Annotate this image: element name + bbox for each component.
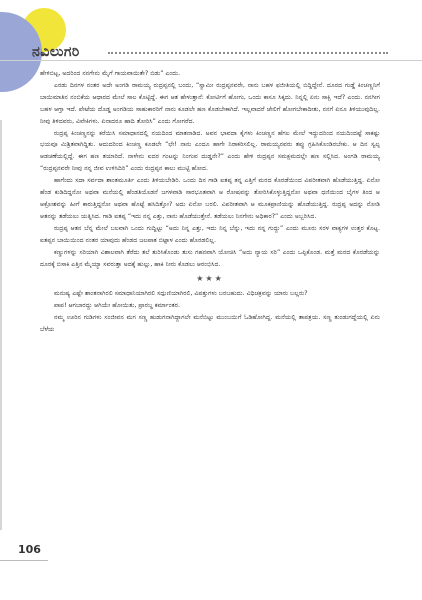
left-margin-bar [0, 120, 2, 530]
paragraph: ಹಾಗೆಂದು ಸದಾ ಸರ್ವದಾ ಶಾಂತಮೂರ್ತಿ ಎಂದು ತಿಳಿಯಬೇಡಿರಿ. ಒಂದು ದಿನ ಗಾಡಿ ಐತಪ್ಪ ತನ್ನ ಎತ್ತಿಗೆ ಮರದ ಕೊರಡೆಯಿಂದ ವಿಪರೀತವಾಗಿ ಹೊಡೆಯುತ್ತಿದ್ದ. ಏನೋ ಹೆಂಡ ಕುಡಿದಿದ್ದನೋ ಅಥವಾ ಮನೆಯಲ್ಲಿ ಹೆಂಡತಿಯೊಡನೆ ಜಗಳವಾಡಿ ಸಾರಭೂತವಾಗಿ ಆ ರೋಷವನ್ನು ತೋರಿಸಿಕೊಳ್ಳುತ್ತಿದ್ದನೋ ಅಥವಾ ಧಣಿಯಿಂದ ಬೈಗಳ ತಿಂದ ಆ ಆಕ್ರೋಶವನ್ನು ಹೀಗೆ ಕಾರುತ್ತಿದ್ದನೋ ಅಥವಾ ಹೊಟ್ಟೆ ಹಸಿದಿತ್ತೋ? ಅದು ಏನೋ ಬರಲಿ. ವಿಪರೀತವಾಗಿ ಆ ಮೂಕಪ್ರಾಣಿಯನ್ನು ಹೊಡೆಯುತ್ತಿದ್ದ. ರುದ್ರಪ್ಪ ಅದನ್ನು ನೋಡಿ ಆತನನ್ನು ತಡೆಯಲು ಯತ್ನಿಸಿದ. ಗಾಡಿ ಐತಪ್ಪ “ಇದು ನನ್ನ ಎತ್ತು, ನಾನು ಹೊಡೆಯುತ್ತೇನೆ. ತಡೆಯಲು ನಿನಗೇನು ಅಧಿಕಾರ?” ಎಂದು ಅಬ್ಬರಿಸಿದ. [40, 177, 380, 220]
section-title: ನವಿಲುಗರಿ [32, 44, 80, 60]
paragraph: ರುದ್ರಪ್ಪ ಆತನ ಬೆನ್ನ ಮೇಲೆ ಬಲವಾಗಿ ಒಂದು ಗುದ್ದಿಟ್ಟು “ಅದು ನಿನ್ನ ಎತ್ತು, ಇದು ನಿನ್ನ ಬೆನ್ನು, ಇದು ನನ್ನ ಗುದ್ದು” ಎಂದು ಮೂರು ಸರಳ ವಾಕ್ಯಗಳ ಉತ್ತರ ಕೊಟ್ಟ. ಐತಪ್ಪನ ಬಾಯಿಯಿಂದ ನಂತರ ಯಾವುದು ಹೆಂಡದ ಜಲಪಾತ ಬಿಟ್ಟಾಳ ಎಂದು ಹೊರಡಲಿಲ್ಲ. [40, 224, 380, 244]
page-number: 106 [18, 543, 41, 556]
paragraph: ಕಣ್ಣುಗಳನ್ನು ಸರಿಯಾಗಿ ವಿಶಾಲವಾಗಿ ತೆರೆದು ತಲೆ ತುರಿಸಿಕೊಂಡು ತುಸು ಗಹನವಾಗಿ ಯೋಚಿಸಿ “ಅದು ನ್ಯಾಯ ಸರಿ” ಎಂದು ಒಪ್ಪಿಕೊಂಡ. ಮತ್ತೆ ಮರದ ಕೊರಡೆಯನ್ನು ದೂರಕ್ಕೆ ಬಿಸಾಕಿ ಎತ್ತಿನ ಮೈಯ್ಯಾ ಸವರುತ್ತಾ ಅದಕ್ಕೆ ಹುಲ್ಲು, ಹಾಕಿ ನೀರು ಕೊಡಲು ಆರಂಭಿಸಿದ. [40, 248, 380, 268]
paragraph: ಪಾಪ! ಆಗಬಾರದ್ದು ಆಗಿಯೇ ಹೋಯಿತು, ಪ್ರಾರಬ್ಧ ಕರ್ಮಾಂತರ. [54, 302, 181, 310]
paragraph: ಮನುಷ್ಯ ಎಷ್ಟೇ ಶಾಂತನಾಗಿರಲಿ ಸಮಾಧಾನಿಯಾಗಿರಲಿ ಸದ್ಗುಣಿಯಾಗಿರಲಿ, ವಿಪತ್ತುಗಳು ಬರಬಹುದು. ವಿಧಿಚಕ್ರವನ್ನು ಯಾರು ಬಲ್ಲರು? [54, 290, 308, 298]
header-dotted-line [108, 52, 388, 54]
paragraph: ಎರಡು ದಿನಗಳ ನಂತರ ಅದೇ ಅಂಗಡಿ ರಾಮಯ್ಯ ರುದ್ರಪ್ಪನಲ್ಲಿ ಬಂದು, “ಸ್ವಾಮೀ ರುದ್ರಪ್ಪನವರೇ, ನಾನು ಬಹಳ ಫಜೀತಿಯಲ್ಲಿ ಬಿದ್ದಿದ್ದೇನೆ. ದೂರದ ಗುಡ್ಡೆ ಕಿಂಚಣ್ಣನಿಗೆ ಬಾಯಿಮಾತಿನ ನಂಬಿಕೆಯ ಆಧಾರದ ಮೇಲೆ ಸಾಲ ಕೊಟ್ಟಿದ್ದೆ. ಈಗ ಆತ ಹೇಳುತ್ತಾನೆ: ಕೋರ್ಟಿಗೆ ಹೋಗು, ಒಂದು ಕಾಸೂ ಸಿಕ್ಕದು. ನಿನ್ನಲ್ಲಿ ಏನು ಸಾಕ್ಷಿ ಇದೆ? ಎಂದು. ನನಗೀಗ ಬಹಳ ಆಗ್ತಾ ಇದೆ. ಪೇಟೆಯ ದೊಡ್ಡ ಅಂಗಡಿಯ ಸಾಹುಕಾರರಿಗೆ ನಾನು ಕೂಡಲೇ ಹಣ ಕೊಡಬೇಕಾಗಿದೆ. ಇಲ್ಲವಾದರೆ ಜೇಲಿಗೆ ಹೋಗಬೇಕಾದೀತು, ನನಗೆ ಏನೂ ತಿಳಿಯುವುದಿಲ್ಲ. ನೀವು ತಿಳಿದವರು, ವಿವೇಕಿಗಳು. ಏನಾದರೂ ಹಾದಿ ತೋರಿಸಿ” ಎಂದು ಗೋಗರೆದ. [40, 81, 380, 125]
paragraph: ಹೇಳಿಬಿಟ್ಟ, ಅದರಿಂದ ನನಗೇನು ಮೈಗೆ ಗಾಯವಾಯಿತೇ? ಬಿಡು” ಎಂದು. [40, 70, 181, 77]
body-text [40, 68, 380, 336]
section-separator: ★★★ [196, 274, 224, 284]
page-number-rule [0, 560, 48, 561]
paragraph: ನಮ್ಮ ಊರಿನ ಗುಡಿಗಳು ಸಂಜೀವನ ಮಗ ಸಣ್ಣ ಹುಡುಗನಾಗಿದ್ದಾಗಲೇ ಮನೆಬಿಟ್ಟು ಮುಂಬಯಿಗೆ ಓಡಿಹೋಗಿದ್ದ. ಮನೆಯಲ್ಲಿ ತಾಪತ್ರಯ. ಸಣ್ಣ ತುಂಡುಗದ್ದೆಯಲ್ಲಿ ಏನು ಬೆಳೆಯ [40, 314, 380, 334]
header-rule [0, 60, 422, 61]
paragraph: ರುದ್ರಪ್ಪ ಕಿಂಚಣ್ಣನನ್ನು ಕರೆಯಿಸಿ ಸಮಾಧಾನದಲ್ಲಿ ನಯದಿಂದ ಮಾತನಾಡಿದ. ಅವನ ಭಾವದಾ ಕೈಗಳು ಕಿಂಚಣ್ಣನ ಹೆಗಲ ಮೇಲೆ ಇದ್ದುದರಿಂದ ನಯದಿಂದಷ್ಟೆ ಸಾಕಷ್ಟು ಭಯವೂ ಮಿಶ್ರಿತವಾಗಿದ್ದಿತು. ಆದುದರಿಂದ ಕಿಂಚಣ್ಣ ಕೂಡಲೇ “ಛೇ! ನಾನು ಎಂದೂ ಹಾಗೇ ನಿರಾಕರಿಸಲಿಲ್ಲ. ರಾಮಯ್ಯನವರು ತಪ್ಪು ಗ್ರಹಿಸಿಕೊಂಡಿರಬೇಕು. ಆ ದಿನ ಸ್ವಲ್ಪ ಆಡಚಣೆಯಲ್ಲಿದ್ದೆ. ಈಗ ಹಣ ತಯಾರಿದೆ. ನಾಳೇನು ಐದರ ಗಂಟನ್ನು ನಿಂಗುವ ದುಡ್ಡನೇ?” ಎಂದು ಹೇಳಿ ರುದ್ರಪ್ಪನ ಸಮಕ್ಷಮದಲ್ಲೇ ಹಣ ಸಲ್ಲಿಸಿದ. ಅಂಗಡಿ ರಾಮಯ್ಯ “ರುದ್ರಪ್ಪನವರೇ ನೀವು ನನ್ನ ಜೀವ ಉಳಿಸಿದಿರಿ” ಎಂದು ರುದ್ರಪ್ಪನ ಕಾಲು ಮುಟ್ಟಿ ಹೋದ. [40, 129, 380, 173]
